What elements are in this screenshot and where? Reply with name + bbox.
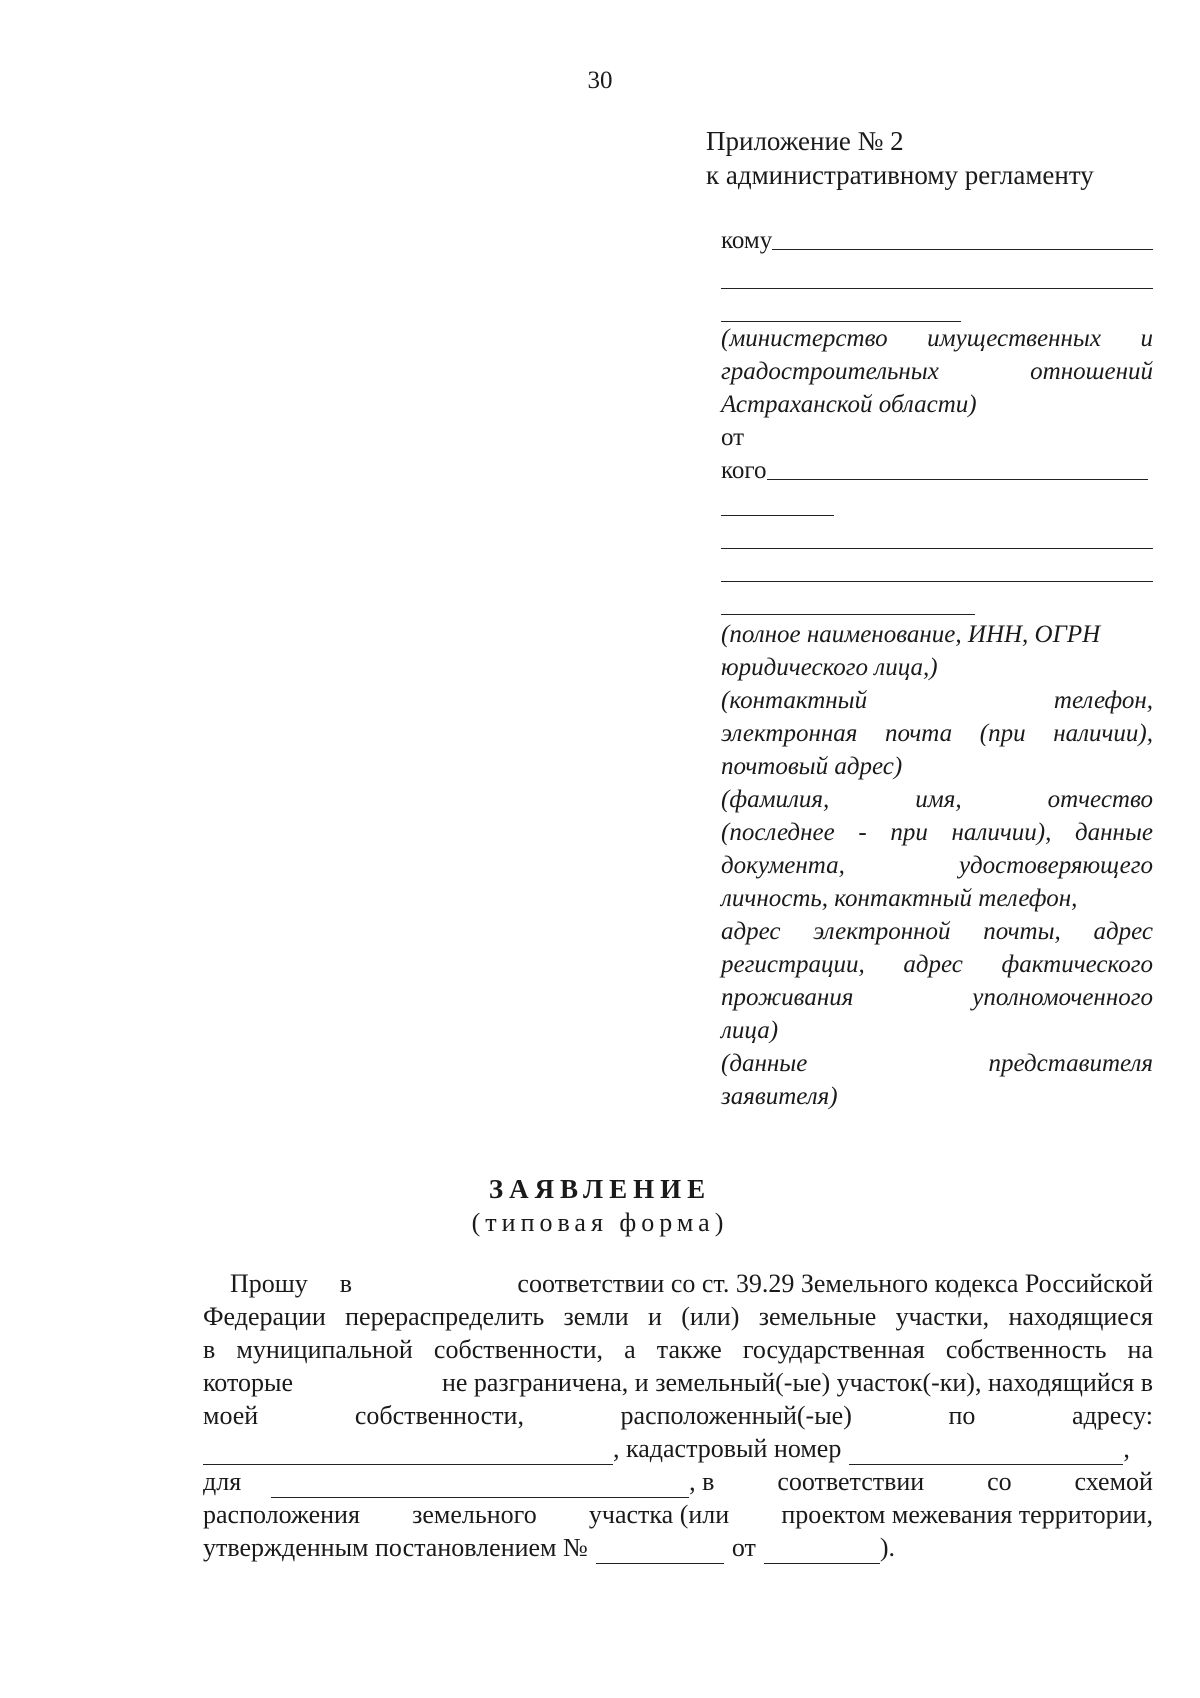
body-text: , кадастровый номер xyxy=(613,1434,842,1463)
to-line xyxy=(721,224,1153,257)
address-field[interactable] xyxy=(203,1440,613,1465)
caption-line: (министерство имущественных и xyxy=(721,325,1153,352)
caption-line: юридического лица,) xyxy=(721,654,938,681)
resolution-number-field[interactable] xyxy=(596,1539,724,1564)
body-text: для xyxy=(203,1467,242,1496)
from-captions xyxy=(721,618,1153,1113)
to-label: кому xyxy=(721,227,773,254)
from-input-line-2[interactable] xyxy=(721,515,834,516)
caption-line: (последнее - при наличии), данные xyxy=(721,819,1153,846)
body-word: соответствии xyxy=(777,1467,925,1496)
body-word: Прошу xyxy=(230,1269,308,1298)
body-text: ). xyxy=(879,1533,896,1562)
to-caption xyxy=(721,322,1153,421)
caption-line: адрес электронной почты, адрес xyxy=(721,918,1153,945)
body-line-3: в муниципальной собственности, а также государственная собственность на xyxy=(203,1335,1153,1364)
caption-line: регистрации, адрес фактического xyxy=(721,951,1153,978)
body-word: не разграничена, и земельный(-ые) участок(-ки), находящийся в xyxy=(441,1368,1153,1397)
caption-line: (фамилия, имя, отчество xyxy=(721,786,1153,813)
from-label-2: кого xyxy=(721,457,767,484)
body-line-1 xyxy=(203,1267,1153,1300)
from-input-line-5[interactable] xyxy=(721,614,975,615)
body-line-2: Федерации перераспределить земли и (или) земельные участки, находящиеся xyxy=(203,1302,1153,1331)
body-word: моей xyxy=(203,1401,259,1430)
body-word: схемой xyxy=(1074,1467,1153,1496)
body-line-5 xyxy=(203,1399,1153,1432)
caption-line: электронная почта (при наличии), xyxy=(721,720,1153,747)
body-word: проектом межевания территории, xyxy=(781,1500,1153,1529)
body-word: соответствии со ст. 39.29 Земельного кодекса Российской xyxy=(517,1269,1153,1298)
caption-line: (контактный телефон, xyxy=(721,687,1153,714)
document-title: ЗАЯВЛЕНИЕ xyxy=(488,1174,712,1204)
appendix-title: Приложение № 2 xyxy=(706,126,904,156)
caption-line: лица) xyxy=(721,1017,779,1044)
to-input-line-1[interactable] xyxy=(772,249,1153,250)
body-word: которые xyxy=(203,1368,293,1397)
caption-line: почтовый адрес) xyxy=(721,753,903,780)
from-input-line-3[interactable] xyxy=(721,548,1153,549)
caption-line: градостроительных отношений xyxy=(721,358,1153,385)
body-text: утвержденным постановлением № xyxy=(203,1533,588,1562)
body-line-9 xyxy=(203,1531,1153,1564)
caption-line: (данные представителя xyxy=(721,1050,1153,1077)
body-text: , xyxy=(1123,1434,1130,1463)
caption-line: заявителя) xyxy=(721,1083,838,1110)
body-word: расположения xyxy=(203,1500,360,1529)
caption-line: Астраханской области) xyxy=(721,391,977,418)
body-line-7 xyxy=(203,1465,1153,1498)
body-word: расположенный(-ые) xyxy=(620,1401,852,1430)
body-word: , в xyxy=(689,1467,715,1496)
from-input-line-4[interactable] xyxy=(721,581,1153,582)
body-word: земельного xyxy=(412,1500,537,1529)
from-label-1: от xyxy=(721,424,745,451)
caption-line: документа, удостоверяющего xyxy=(721,852,1153,879)
body-line-6 xyxy=(203,1432,1153,1465)
body-line-8 xyxy=(203,1498,1153,1531)
purpose-field[interactable] xyxy=(271,1473,689,1498)
body-word: в xyxy=(339,1269,353,1298)
body-word: по xyxy=(948,1401,976,1430)
to-input-line-2[interactable] xyxy=(721,288,1153,289)
page-number: 30 xyxy=(587,67,613,94)
cadastral-number-field[interactable] xyxy=(849,1440,1123,1465)
body-word: со xyxy=(987,1467,1012,1496)
body-word: адресу: xyxy=(1071,1401,1153,1430)
caption-line: проживания уполномоченного xyxy=(721,984,1153,1011)
body-word: участка (или xyxy=(588,1500,730,1529)
from-line xyxy=(721,454,1148,487)
body-word: собственности, xyxy=(354,1401,524,1430)
caption-line: личность, контактный телефон, xyxy=(721,885,1078,912)
body-line-4 xyxy=(203,1366,1153,1399)
document-subtitle: (типовая форма) xyxy=(471,1208,729,1237)
body-line-7-rest xyxy=(689,1465,1153,1498)
appendix-subtitle: к административному регламенту xyxy=(706,160,1094,190)
body-text: от xyxy=(731,1533,756,1562)
resolution-date-field[interactable] xyxy=(764,1539,880,1564)
caption-line: (полное наименование, ИНН, ОГРН xyxy=(721,621,1101,648)
from-input-line-1[interactable] xyxy=(767,479,1148,480)
application-body xyxy=(203,1267,1153,1564)
